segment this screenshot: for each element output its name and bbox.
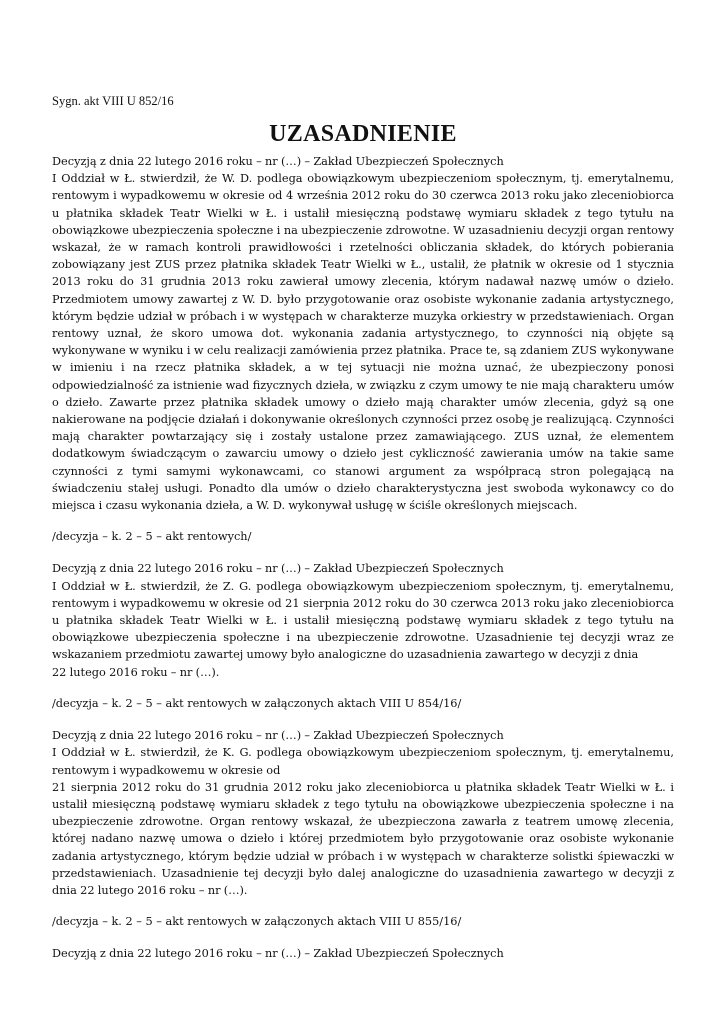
paragraph-line: 22 lutego 2016 roku – nr (…).	[52, 665, 220, 679]
paragraph-line: I Oddział w Ł. stwierdził, że Z. G. podlega obowiązkowym ubezpieczeniom społecznym, tj. emerytalnemu, rentowym i wypadkowemu w okresie od 21 sierpnia 2012 roku do 30 czerwca 2013 roku jako zleceniobiorca u płatnika składek Teatr Wielki w Ł. i ustalił miesięczną podstawę wymiaru składek z tego tytułu na obowiązkowe ubezpieczenia społeczne i na ubezpieczenie zdrowotne. Uzasadnienie tej decyzji wraz ze wskazaniem przedmiotu zawartej umowy było analogiczne do uzasadnienia zawartego w decyzji z dnia	[52, 579, 674, 662]
document-page	[52, 94, 674, 977]
paragraph-line: I Oddział w Ł. stwierdził, że K. G. podlega obowiązkowym ubezpieczeniom społecznym, tj. emerytalnemu, rentowym i wypadkowemu w okresie od	[52, 746, 674, 777]
paragraph-line: Decyzją z dnia 22 lutego 2016 roku – nr (…) – Zakład Ubezpieczeń Społecznych	[52, 947, 504, 961]
paragraph-line: Decyzją z dnia 22 lutego 2016 roku – nr (…) – Zakład Ubezpieczeń Społecznych	[52, 562, 504, 576]
decision-paragraph-1	[52, 153, 674, 514]
decision-reference-2: /decyzja – k. 2 – 5 – akt rentowych w załączonych aktach VIII U 854/16/	[52, 696, 462, 710]
paragraph-line: I Oddział w Ł. stwierdził, że W. D. podlega obowiązkowym ubezpieczeniom społecznym, tj. emerytalnemu, rentowym i wypadkowemu w okresie od 4 września 2012 roku do 30 czerwca 2013 roku jako zleceniobiorca u płatnika składek Teatr Wielki w Ł. i ustalił miesięczną podstawę wymiaru składek z tego tytułu na obowiązkowe ubezpieczenia społeczne i na ubezpieczenie zdrowotne. W uzasadnieniu decyzji organ rentowy wskazał, że w ramach kontroli prawidłowości i rzetelności obliczania składek, do których pobierania zobowiązany jest ZUS przez płatnika składek Teatr Wielki w Ł., ustalił, że płatnik w okresie od 1 stycznia 2013 roku do 31 grudnia 2013 roku zawierał umowy zlecenia, którym nadawał nazwę umów o dzieło. Przedmiotem umowy zawartej z W. D. było przygotowanie oraz osobiste wykonanie zadania artystycznego, którym będzie udział w próbach i w występach w charakterze muzyka orkiestry w przedstawieniach. Organ rentowy uznał, że skoro umowa dot. wykonania zadania artystycznego, to czynności nią objęte są wykonywane w wyniku i w celu realizacji zamówienia przez płatnika. Prace te, są zdaniem ZUS wykonywane w imieniu i na rzecz płatnika składek, a w tej sytuacji nie można uznać, że ubezpieczony ponosi odpowiedzialność za istnienie wad fizycznych dzieła, w związku z czym umowy te nie mają charakteru umów o dzieło. Zawarte przez płatnika składek umowy o dzieło mają charakter umów zlecenia, gdyż są one nakierowane na podjęcie działań i dokonywanie określonych czynności przez osobę je realizującą. Czynności mają charakter powtarzający się i zostały ustalone przez zamawiającego. ZUS uznał, że elementem dodatkowym świadczącym o zawarciu umowy o dzieło jest cykliczność zawierania umów na takie same czynności z tymi samymi wykonawcami, co stanowi argument za współpracą stron polegającą na świadczeniu stałej usługi. Ponadto dla umów o dzieło charakterystyczna jest swoboda wykonawcy co do miejsca i czasu wykonania dzieła, a W. D. wykonywał usługę w ściśle określonych miejscach.	[52, 172, 674, 513]
paragraph-line: Decyzją z dnia 22 lutego 2016 roku – nr (…) – Zakład Ubezpieczeń Społecznych	[52, 155, 504, 168]
case-signature: Sygn. akt VIII U 852/16	[52, 94, 174, 108]
paragraph-line: Decyzją z dnia 22 lutego 2016 roku – nr (…) – Zakład Ubezpieczeń Społecznych	[52, 729, 504, 743]
decision-paragraph-4	[52, 945, 674, 962]
document-title: UZASADNIENIE	[269, 121, 457, 147]
paragraph-line: 21 sierpnia 2012 roku do 31 grudnia 2012 roku jako zleceniobiorca u płatnika składek Teatr Wielki w Ł. i ustalił miesięczną podstawę wymiaru składek z tego tytułu na obowiązkowe ubezpieczenia społeczne i na ubezpieczenie zdrowotne. Organ rentowy wskazał, że ubezpieczona zawarła z teatrem umowę zlecenia, której nadano nazwę umowa o dzieło i której przedmiotem było przygotowanie oraz osobiste wykonanie zadania artystycznego, którym będzie udział w próbach i w występach w charakterze solistki śpiewaczki w przedstawieniach. Uzasadnienie tej decyzji było dalej analogiczne do uzasadnienia zawartego w decyzji z dnia 22 lutego 2016 roku – nr (…).	[52, 780, 674, 897]
decision-reference-1: /decyzja – k. 2 – 5 – akt rentowych/	[52, 530, 252, 544]
decision-reference-3: /decyzja – k. 2 – 5 – akt rentowych w załączonych aktach VIII U 855/16/	[52, 915, 462, 929]
decision-paragraph-3	[52, 727, 674, 899]
decision-paragraph-2	[52, 560, 674, 680]
